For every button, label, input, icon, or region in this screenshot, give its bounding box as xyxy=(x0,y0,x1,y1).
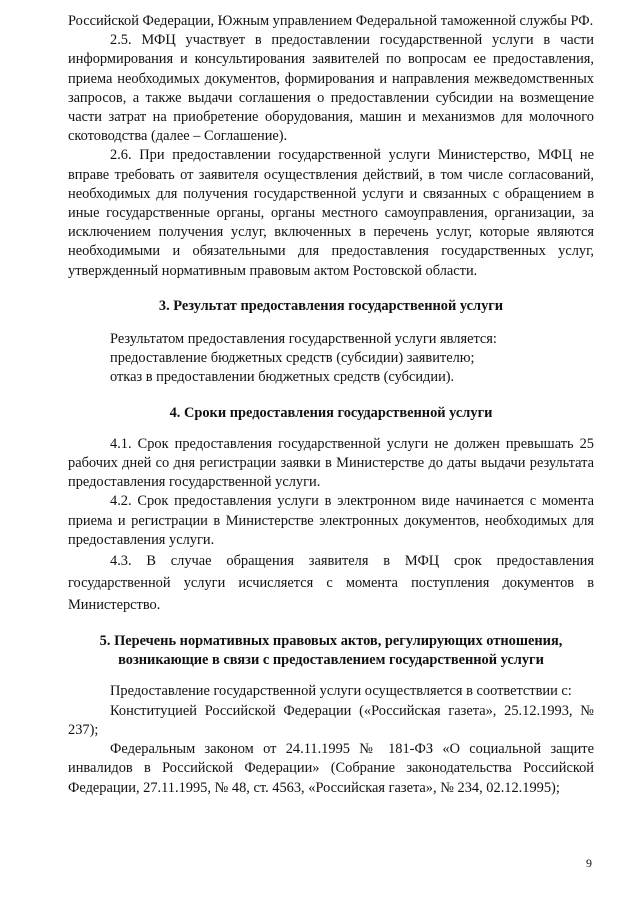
paragraph-continuation: Российской Федерации, Южным управлением Федеральной таможенной службы РФ. xyxy=(68,13,594,29)
section-heading-4: 4. Сроки предоставления государственной услуги xyxy=(169,404,493,421)
paragraph-2-6: 2.6. При предоставлении государственной услуги Министерство, МФЦ не вправе требовать от заявителя осуществления действий, в том числе согласований, необходимых для получения государственной услуги и связанных с обращением в иные государственные органы, органы местного самоуправления, организации, за исключением получения услуг, включенных в перечень услуг, которые являются необходимыми и обязательными для предоставления государственных услуг, утвержденный нормативным правовым актом Ростовской области. xyxy=(68,147,594,279)
document-body xyxy=(68,12,594,798)
paragraph-4-3: 4.3. В случае обращения заявителя в МФЦ срок предоставления государственной услуги исчисляется с момента поступления документов в Министерство. xyxy=(68,553,594,614)
section-heading-5-line-1: 5. Перечень нормативных правовых актов, регулирующих отношения, xyxy=(99,633,563,650)
paragraph-2-5: 2.5. МФЦ участвует в предоставлении государственной услуги в части информирования и консультирования заявителей по вопросам ее предоставления, приема необходимых документов, формирования и направления межведомственных запросов, а также выдачи соглашения о предоставлении субсидии на возмещение части затрат на приобретение оборудования, машин и механизмов для молочного скотоводства (далее – Соглашение). xyxy=(68,32,594,145)
law-intro: Предоставление государственной услуги осуществляется в соответствии с: xyxy=(110,683,572,700)
page-number: 9 xyxy=(586,856,592,870)
section-heading-5 xyxy=(68,632,594,670)
law-constitution: Конституцией Российской Федерации («Российская газета», 25.12.1993, № 237); xyxy=(68,702,594,738)
paragraph-4-1: 4.1. Срок предоставления государственной услуги не должен превышать 25 рабочих дней со дня регистрации заявки в Министерстве до даты выдачи результата предоставления государственной услуги. xyxy=(68,435,594,491)
paragraph-4-2: 4.2. Срок предоставления услуги в электронном виде начинается с момента приема и регистрации в Министерстве электронных документов, необходимых для предоставления услуги. xyxy=(68,493,594,548)
result-intro: Результатом предоставления государственной услуги является: xyxy=(110,331,497,348)
section-heading-3: 3. Результат предоставления государственной услуги xyxy=(158,297,504,314)
result-item-refusal: отказ в предоставлении бюджетных средств (субсидии). xyxy=(110,369,455,386)
law-federal-181: Федеральным законом от 24.11.1995 № 181-ФЗ «О социальной защите инвалидов в Российской Федерации» (Собрание законодательства Российской Федерации, 27.11.1995, № 48, ст. 4563, «Российская газета», № 234, 02.12.1995); xyxy=(68,741,594,796)
section-heading-5-line-2: возникающие в связи с предоставлением государственной услуги xyxy=(118,652,544,669)
result-item-grant: предоставление бюджетных средств (субсидии) заявителю; xyxy=(110,350,475,367)
